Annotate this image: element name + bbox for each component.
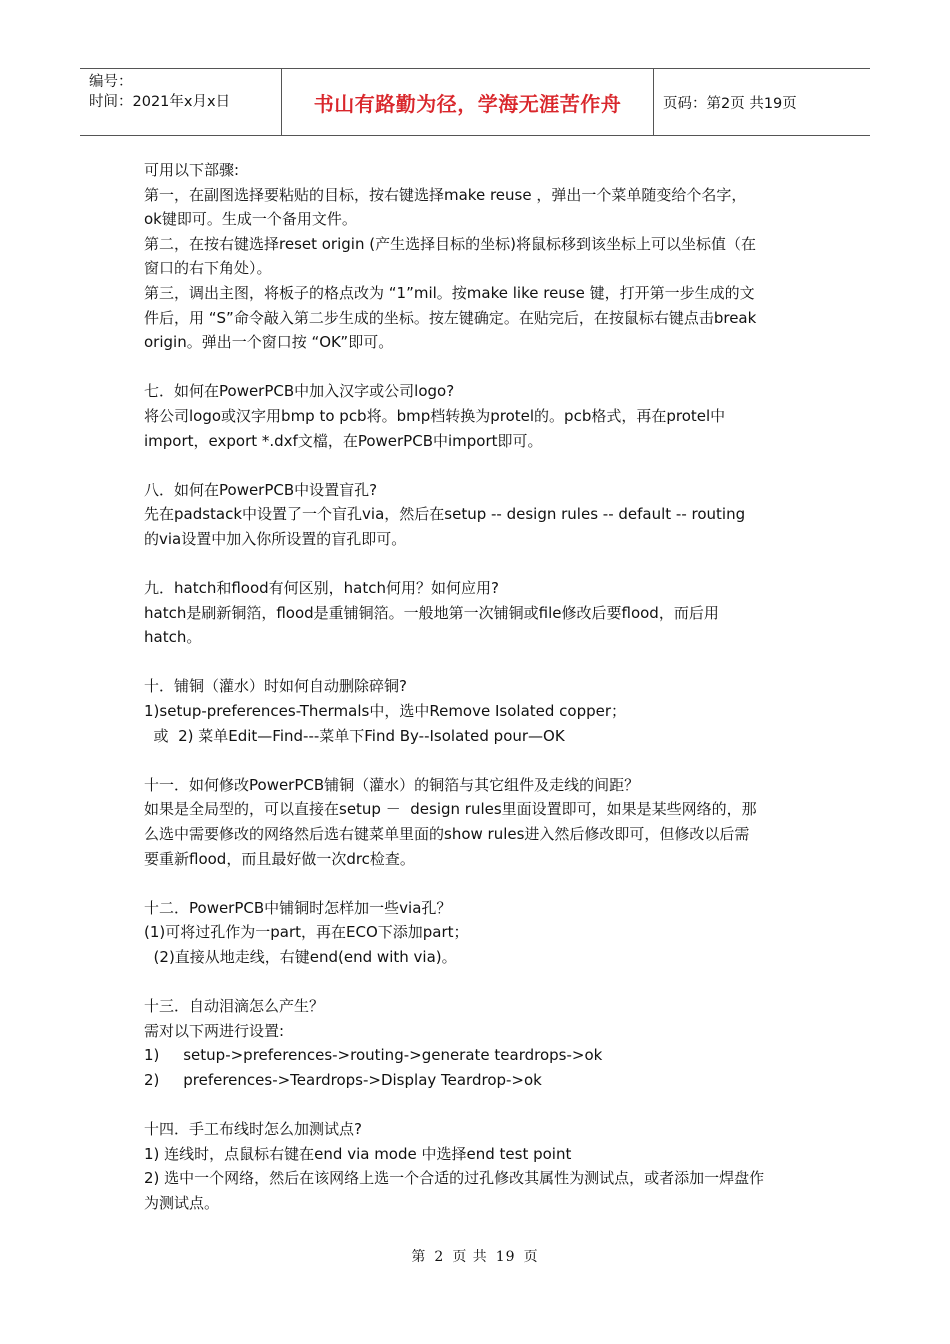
paragraph-spacer	[144, 970, 809, 995]
body-line: 窗口的右下角处）。	[144, 259, 272, 278]
paragraph-spacer	[144, 453, 809, 478]
footer-suffix: 页	[523, 1249, 539, 1265]
body-line: 需对以下两进行设置:	[144, 1021, 285, 1040]
body-line: 1) 连线时，点鼠标右键在end via mode 中选择end test point	[144, 1144, 572, 1163]
header-motto: 书山有路勤为径，学海无涯苦作舟	[282, 69, 654, 135]
body-line: 要重新flood，而且最好做一次drc检查。	[144, 849, 415, 868]
paragraph-spacer	[144, 650, 809, 675]
body-line: (1)可将过孔作为一part，再在ECO下添加part；	[144, 923, 469, 942]
document-body	[144, 158, 809, 1216]
body-line: 2) 选中一个网络，然后在该网络上选一个合适的过孔修改其属性为测试点，或者添加一焊盘作	[144, 1169, 765, 1188]
body-line: 十三．自动泪滴怎么产生？	[144, 997, 325, 1016]
paragraph-spacer	[144, 871, 809, 896]
body-line: import，export *.dxf文檔，在PowerPCB中import即可。	[144, 431, 543, 450]
body-line: hatch。	[144, 628, 202, 647]
paragraph-spacer	[144, 355, 809, 380]
body-line: hatch是刷新铜箔，flood是重铺铜箔。一般地第一次铺铜或file修改后要flood，而后用	[144, 603, 719, 622]
paragraph-spacer	[144, 552, 809, 577]
body-line: 十二．PowerPCB中铺铜时怎样加一些via孔？	[144, 898, 452, 917]
body-line: 么选中需要修改的网络然后选右键菜单里面的show rules进入然后修改即可，但修改以后需	[144, 825, 750, 844]
body-line: 七．如何在PowerPCB中加入汉字或公司logo?	[144, 382, 455, 401]
body-line: origin。弹出一个窗口按 “OK”即可。	[144, 333, 394, 352]
footer-prefix: 第	[411, 1249, 427, 1265]
body-line: 九．hatch和flood有何区别，hatch何用？如何应用?	[144, 579, 499, 598]
body-line: 件后，用 “S”命令敲入第二步生成的坐标。按左键确定。在贴完后，在按鼠标右键点击break	[144, 308, 757, 327]
paragraph-spacer	[144, 748, 809, 773]
time-label: 时间：2021年x月x日	[89, 94, 231, 110]
header-meta	[80, 69, 282, 135]
body-line: 第三，调出主图，将板子的格点改为 “1”mil。按make like reuse 键，打开第一步生成的文	[144, 283, 755, 302]
body-line: 或 2) 菜单Edit—Find---菜单下Find By--Isolated pour—OK	[144, 726, 565, 745]
footer-total-pages: 19	[495, 1249, 516, 1265]
body-line: ok键即可。生成一个备用文件。	[144, 210, 357, 229]
body-line: 的via设置中加入你所设置的盲孔即可。	[144, 529, 407, 548]
number-label: 编号：	[89, 74, 133, 90]
body-line: 如果是全局型的，可以直接在setup － design rules里面设置即可，如果是某些网络的，那	[144, 800, 757, 819]
body-line: 为测试点。	[144, 1193, 220, 1212]
body-line: 先在padstack中设置了一个盲孔via，然后在setup -- design rules -- default -- routing	[144, 505, 746, 524]
body-line: 将公司logo或汉字用bmp to pcb将。bmp档转换为protel的。pcb格式，再在protel中	[144, 406, 726, 425]
body-line: 第二，在按右键选择reset origin (产生选择目标的坐标)将鼠标移到该坐标上可以坐标值（在	[144, 234, 756, 253]
page-header	[80, 68, 870, 136]
body-line: 1)setup-preferences-Thermals中，选中Remove Isolated copper；	[144, 702, 627, 721]
body-line: 十四．手工布线时怎么加测试点?	[144, 1120, 362, 1139]
paragraph-spacer	[144, 1093, 809, 1118]
body-line: 八．如何在PowerPCB中设置盲孔?	[144, 480, 378, 499]
body-line: 十一．如何修改PowerPCB铺铜（灌水）的铜箔与其它组件及走线的间距？	[144, 775, 640, 794]
body-line: 可用以下部骤:	[144, 161, 240, 179]
footer-mid: 页 共	[452, 1249, 488, 1265]
body-line: 第一，在副图选择要粘贴的目标，按右键选择make reuse ，弹出一个菜单随变给个名字，	[144, 185, 747, 204]
header-page-info: 页码：第2页 共19页	[663, 95, 797, 112]
body-line: 1) setup->preferences->routing->generate teardrops->ok	[144, 1046, 603, 1065]
page-footer	[0, 1246, 950, 1266]
footer-page-number: 2	[434, 1249, 445, 1265]
body-line: 十．铺铜（灌水）时如何自动删除碎铜?	[144, 677, 407, 696]
body-line: 2) preferences->Teardrops->Display Teardrop->ok	[144, 1070, 542, 1089]
body-line: (2)直接从地走线，右键end(end with via)。	[144, 948, 457, 966]
